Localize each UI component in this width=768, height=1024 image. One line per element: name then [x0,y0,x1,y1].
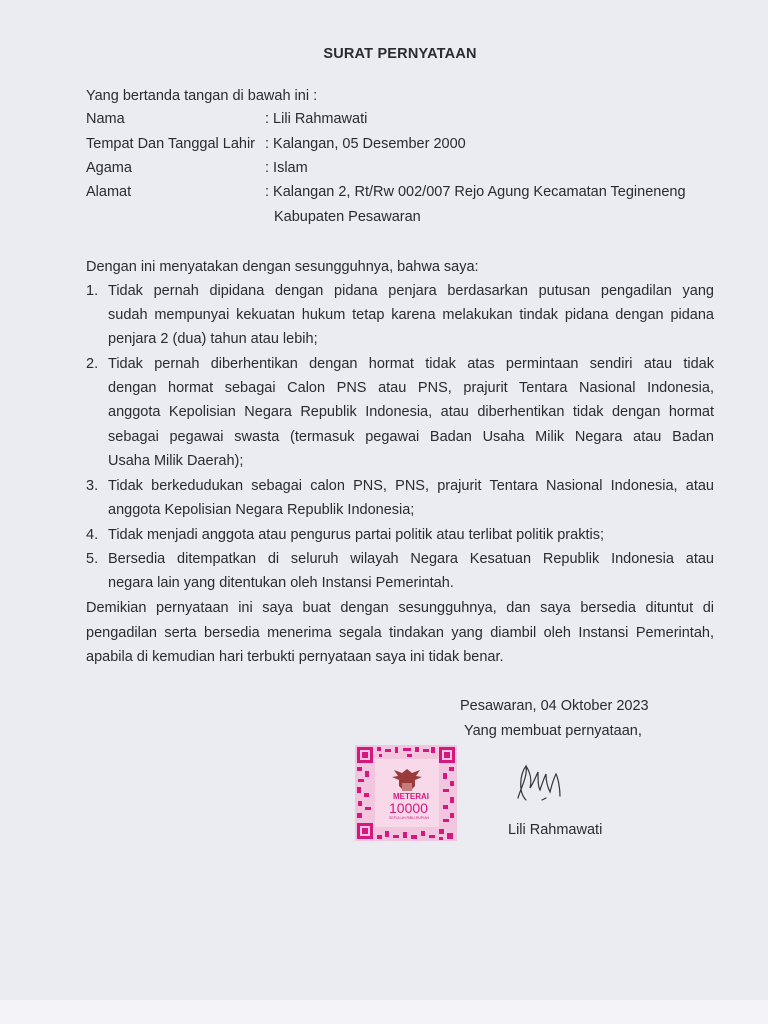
field-value-nama: : Lili Rahmawati [265,111,368,127]
field-label-nama: Nama [86,111,125,127]
list-item-line: penjara 2 (dua) tahun atau lebih; [108,331,318,347]
field-label-ttl: Tempat Dan Tanggal Lahir [86,136,256,152]
closing-line: pengadilan serta bersedia menerima segala tindakan yang diambil oleh Instansi Pemerintah, [86,625,714,641]
statement-intro: Dengan ini menyatakan dengan sesungguhnya, bahwa saya: [86,259,479,275]
place-date: Pesawaran, 04 Oktober 2023 [460,698,649,714]
list-item-number: 2. [86,356,99,372]
meterai-value: 10000 [389,800,428,816]
list-item-line: negara lain yang ditentukan oleh Instansi Pemerintah. [108,575,454,591]
field-value-alamat: : Kalangan 2, Rt/Rw 002/007 Rejo Agung Kecamatan Tegineneng [265,184,686,200]
list-item-line: Tidak pernah diberhentikan dengan hormat tidak atas permintaan sendiri atau tidak [108,356,714,372]
field-value-alamat-line2: Kabupaten Pesawaran [274,209,421,225]
closing-line: apabila di kemudian hari terbukti pernyataan saya ini tidak benar. [86,649,504,665]
list-item-line: dengan hormat sebagai Calon PNS atau PNS, prajurit Tentara Nasional Indonesia, [108,380,714,396]
list-item-line: sudah mempunyai kekuatan hukum tetap karena melakukan tindak pidana dengan pidana [108,307,714,323]
maker-label: Yang membuat pernyataan, [464,723,642,739]
field-value-ttl: : Kalangan, 05 Desember 2000 [265,136,466,152]
list-item-number: 1. [86,283,99,299]
document-title: SURAT PERNYATAAN [323,46,477,62]
field-value-agama: : Islam [265,160,308,176]
signer-name: Lili Rahmawati [508,822,603,838]
list-item-line: sebagai pegawai swasta (termasuk pegawai Badan Usaha Milik Negara atau Badan [108,429,714,445]
meterai-stamp [355,745,457,841]
list-item-line: anggota Kepolisian Negara Republik Indonesia, atau diberhentikan tidak dengan hormat [108,404,714,420]
list-item-line: Tidak menjadi anggota atau pengurus partai politik atau terlibat politik praktis; [108,527,604,543]
field-label-alamat: Alamat [86,184,132,200]
field-label-agama: Agama [86,160,132,176]
list-item-line: Tidak berkedudukan sebagai calon PNS, PNS, prajurit Tentara Nasional Indonesia, atau [108,478,714,494]
list-item-line: Bersedia ditempatkan di seluruh wilayah Negara Kesatuan Republik Indonesia atau [108,551,714,567]
meterai-label: METERAI [393,792,429,801]
list-item-number: 4. [86,527,99,543]
list-item-number: 5. [86,551,99,567]
meterai-subtext: SEPULUH RIBU RUPIAH [389,816,430,820]
list-item-line: Tidak pernah dipidana dengan pidana penjara berdasarkan putusan pengadilan yang [108,283,714,299]
list-item-number: 3. [86,478,99,494]
page-bottom-edge [0,1000,768,1024]
list-item-line: anggota Kepolisian Negara Republik Indonesia; [108,502,415,518]
intro-text: Yang bertanda tangan di bawah ini : [86,88,318,104]
signature-image [508,752,568,812]
closing-line: Demikian pernyataan ini saya buat dengan sesungguhnya, dan saya bersedia dituntut di [86,600,714,616]
list-item-line: Usaha Milik Daerah); [108,453,244,469]
